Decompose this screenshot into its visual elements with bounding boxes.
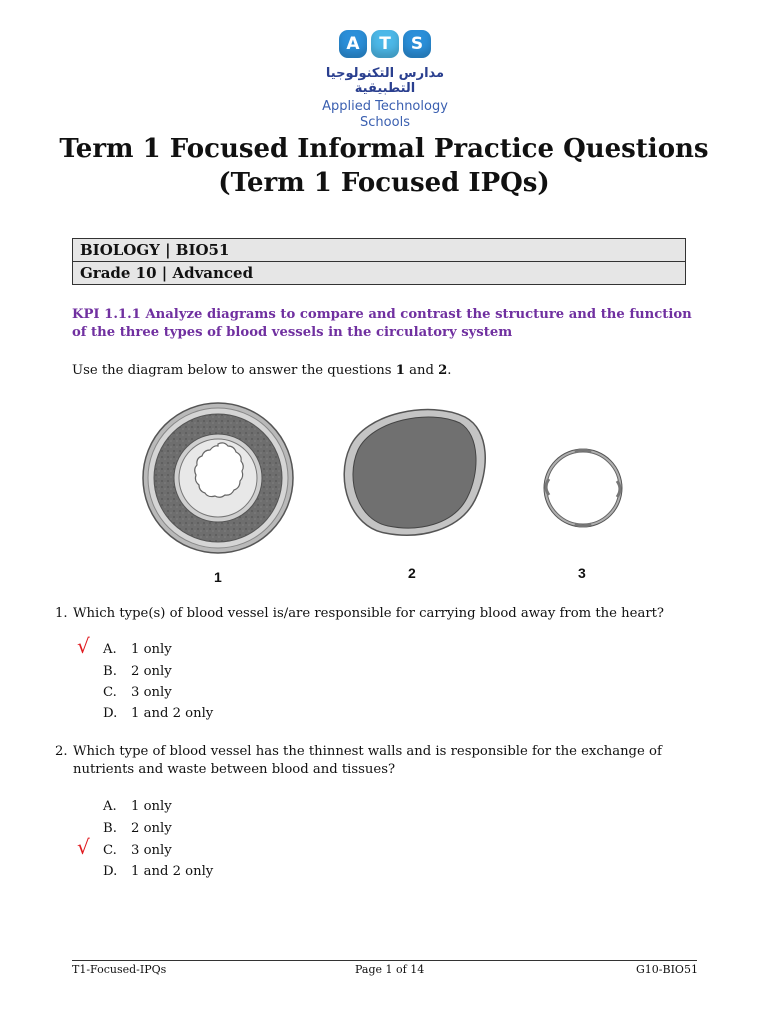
option-letter: C. <box>103 843 117 858</box>
title-line-2: (Term 1 Focused IPQs) <box>218 168 550 198</box>
logo-arabic-name: مدارس التكنولوجيا التطبيقية <box>325 66 445 96</box>
subject-table <box>72 238 686 285</box>
option-letter: B. <box>103 821 117 836</box>
logo-letter-a: A <box>339 30 367 58</box>
blood-vessel-illustration <box>130 395 650 590</box>
footer-document-code: T1-Focused-IPQs <box>72 963 167 976</box>
instruction-prefix: Use the diagram below to answer the questions <box>72 363 396 378</box>
logo-english-name: Applied Technology Schools <box>322 99 448 130</box>
kpi-statement: KPI 1.1.1 Analyze diagrams to compare and contrast the structure and the function of the three types of blood vessels in the circulatory system <box>72 307 692 340</box>
subject-row <box>73 262 686 285</box>
option-letter: D. <box>103 864 118 879</box>
diagram-label-3: 3 <box>578 565 586 581</box>
instruction-text <box>72 362 452 380</box>
option-text: 1 and 2 only <box>131 706 214 721</box>
question-number: 2. <box>55 744 68 759</box>
vein-illustration <box>344 410 485 536</box>
question-text: Which type(s) of blood vessel is/are responsible for carrying blood away from the heart? <box>73 606 664 621</box>
logo-letter-s: S <box>403 30 431 58</box>
instruction-suffix: . <box>447 363 452 378</box>
page-title <box>0 132 768 200</box>
option-text: 1 only <box>131 799 172 814</box>
capillary-illustration <box>544 449 622 527</box>
logo-letter-t: T <box>371 30 399 58</box>
option-letter: D. <box>103 706 118 721</box>
option-text: 3 only <box>131 685 172 700</box>
question-text: Which type of blood vessel has the thinnest walls and is responsible for the exchange of nutrients and waste between blood and tissues? <box>73 744 662 777</box>
school-logo <box>300 30 470 130</box>
option-letter: C. <box>103 685 117 700</box>
subject-course: BIOLOGY | BIO51 <box>73 239 686 262</box>
logo-letters <box>300 30 470 58</box>
option-letter: A. <box>103 799 117 814</box>
option-letter: A. <box>103 642 117 657</box>
instruction-q2: 2 <box>438 363 448 378</box>
option-text: 1 and 2 only <box>131 864 214 879</box>
option-letter: B. <box>103 664 117 679</box>
footer-divider <box>72 960 697 961</box>
answer-check-icon: √ <box>77 634 90 658</box>
footer-page-number: Page 1 of 14 <box>355 963 425 976</box>
diagram-label-1: 1 <box>214 569 222 585</box>
artery-illustration <box>143 403 293 553</box>
subject-grade: Grade 10 | Advanced <box>73 262 686 285</box>
option-text: 2 only <box>131 664 172 679</box>
option-text: 1 only <box>131 642 172 657</box>
subject-row <box>73 239 686 262</box>
title-line-1: Term 1 Focused Informal Practice Questions <box>59 134 709 164</box>
footer-course-code: G10-BIO51 <box>636 963 698 976</box>
question-number: 1. <box>55 606 68 621</box>
option-text: 2 only <box>131 821 172 836</box>
diagram-label-2: 2 <box>408 565 416 581</box>
blood-vessel-diagram <box>130 395 650 590</box>
instruction-q1: 1 <box>395 363 405 378</box>
instruction-and: and <box>404 363 439 378</box>
answer-check-icon: √ <box>77 835 90 859</box>
option-text: 3 only <box>131 843 172 858</box>
